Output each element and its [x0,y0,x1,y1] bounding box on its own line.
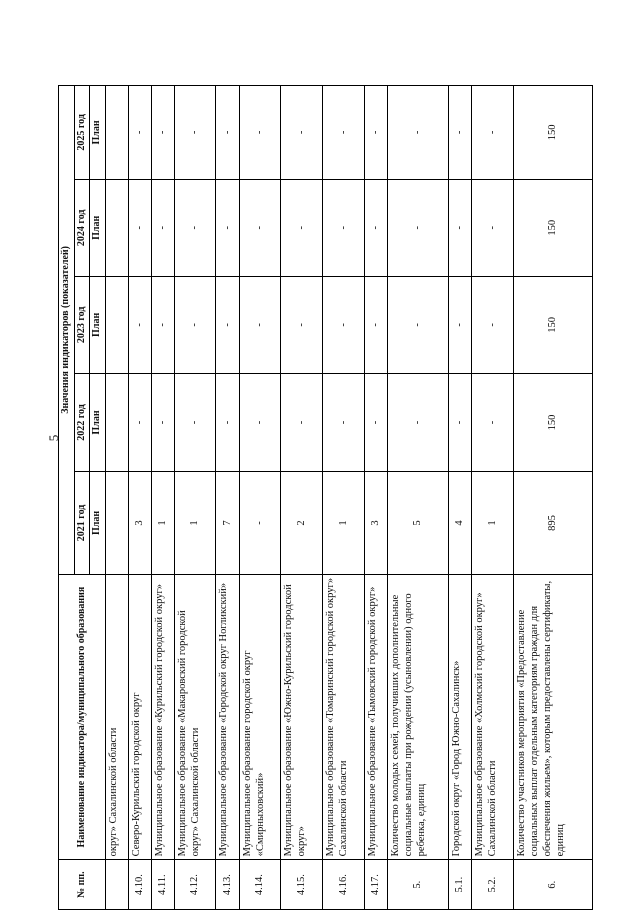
row-number: 4.15. [281,860,323,910]
row-name: Муниципальное образование «Холмский городской округ» Сахалинской области [471,574,513,860]
row-value: - [151,373,174,471]
row-value: - [174,276,216,373]
row-value: - [471,179,513,276]
row-value: 3 [128,472,151,575]
row-value: - [281,86,323,180]
row-value: - [281,276,323,373]
row-value: - [448,276,471,373]
table-row [151,86,174,910]
row-value: - [151,179,174,276]
row-value: - [448,179,471,276]
row-value: - [365,373,388,471]
row-value: - [216,373,239,471]
row-value: 4 [448,472,471,575]
row-number: 4.14. [239,860,281,910]
row-value: - [239,86,281,180]
page-number: 5 [46,434,61,442]
row-value: 150 [513,373,592,471]
row-name: Муниципальное образование «Томаринский городской округ» Сахалинской области [323,574,365,860]
row-name: Количество молодых семей, получивших дополнительные социальные выплаты при рождении (усыновлении) одного ребенка, единиц [388,574,449,860]
table-row [471,86,513,910]
row-value: - [448,373,471,471]
row-value: - [388,86,449,180]
row-value: - [128,179,151,276]
row-value: - [174,373,216,471]
row-name: Муниципальное образование городской округ «Смирныховский» [239,574,281,860]
row-name: Северо-Курильский городской округ [128,574,151,860]
row-value: 150 [513,86,592,180]
row-value: 7 [216,472,239,575]
row-number: 5.2. [471,860,513,910]
row-value: 1 [151,472,174,575]
header-plan: План [90,179,106,276]
row-value: 5 [388,472,449,575]
row-value: 150 [513,179,592,276]
row-value: - [128,276,151,373]
row-value: 1 [471,472,513,575]
row-name: Количество участников мероприятия «Предоставление социальных выплат отдельным категориям граждан для обеспечения жильем», которым предоставлены сертификаты, единиц [513,574,592,860]
row-value: - [216,276,239,373]
table-row [513,86,592,910]
row-number: 4.10. [128,860,151,910]
row-value: 150 [513,276,592,373]
row-name: Муниципальное образование «Южно-Курильский городской округ» [281,574,323,860]
row-value: - [323,86,365,180]
row-name: Городской округ «Город Южно-Сахалинск» [448,574,471,860]
header-year: 2022 год [74,373,90,471]
row-value: - [174,179,216,276]
row-value: - [174,86,216,180]
table-row [105,86,128,910]
row-value: - [216,179,239,276]
rotated-table-container [58,85,593,910]
table-row [388,86,449,910]
table-row [128,86,151,910]
header-name: Наименование индикатора/муниципального образования [59,574,106,860]
row-value [105,373,128,471]
row-value: - [471,86,513,180]
row-number: 5. [388,860,449,910]
row-value: - [448,86,471,180]
row-value: 1 [174,472,216,575]
row-value: - [323,179,365,276]
row-value: - [281,373,323,471]
row-value: 1 [323,472,365,575]
row-number: 5.1. [448,860,471,910]
table-row [216,86,239,910]
row-value: - [239,179,281,276]
row-value: - [471,276,513,373]
row-value: - [365,179,388,276]
row-name: Муниципальное образование «Макаровский городской округ» Сахалинской области [174,574,216,860]
header-year: 2025 год [74,86,90,180]
row-value: - [239,276,281,373]
row-value: 895 [513,472,592,575]
header-plan: План [90,472,106,575]
row-value: 3 [365,472,388,575]
row-value: - [151,86,174,180]
table-row [281,86,323,910]
row-value: - [388,179,449,276]
row-value: - [323,276,365,373]
row-value: - [365,276,388,373]
row-value: 2 [281,472,323,575]
table-row [365,86,388,910]
row-number: 4.11. [151,860,174,910]
row-name: Муниципальное образование «Тымовский городской округ» [365,574,388,860]
header-plan: План [90,373,106,471]
row-value [105,276,128,373]
table-row [174,86,216,910]
row-value [105,179,128,276]
table-row [323,86,365,910]
row-value [105,86,128,180]
row-value: - [239,373,281,471]
header-plan: План [90,86,106,180]
row-name: Муниципальное образование «Городской округ Ногликский» [216,574,239,860]
indicators-table [58,85,593,910]
header-year: 2024 год [74,179,90,276]
table-row [239,86,281,910]
row-number: 6. [513,860,592,910]
row-name: Муниципальное образование «Курильский городской округ» [151,574,174,860]
row-value: - [151,276,174,373]
header-year: 2021 год [74,472,90,575]
row-value: - [128,373,151,471]
header-year: 2023 год [74,276,90,373]
row-number: 4.13. [216,860,239,910]
row-value: - [365,86,388,180]
row-value: - [388,373,449,471]
row-number [105,860,128,910]
row-value: - [323,373,365,471]
row-value: - [239,472,281,575]
row-number: 4.12. [174,860,216,910]
row-number: 4.16. [323,860,365,910]
row-name: округ» Сахалинской области [105,574,128,860]
row-value: - [281,179,323,276]
row-number: 4.17. [365,860,388,910]
header-values: Значения индикаторов (показателей) [59,86,75,575]
header-num: № пп. [59,860,106,910]
row-value: - [471,373,513,471]
row-value: - [128,86,151,180]
row-value: - [216,86,239,180]
row-value: - [388,276,449,373]
row-value [105,472,128,575]
header-plan: План [90,276,106,373]
table-row [448,86,471,910]
